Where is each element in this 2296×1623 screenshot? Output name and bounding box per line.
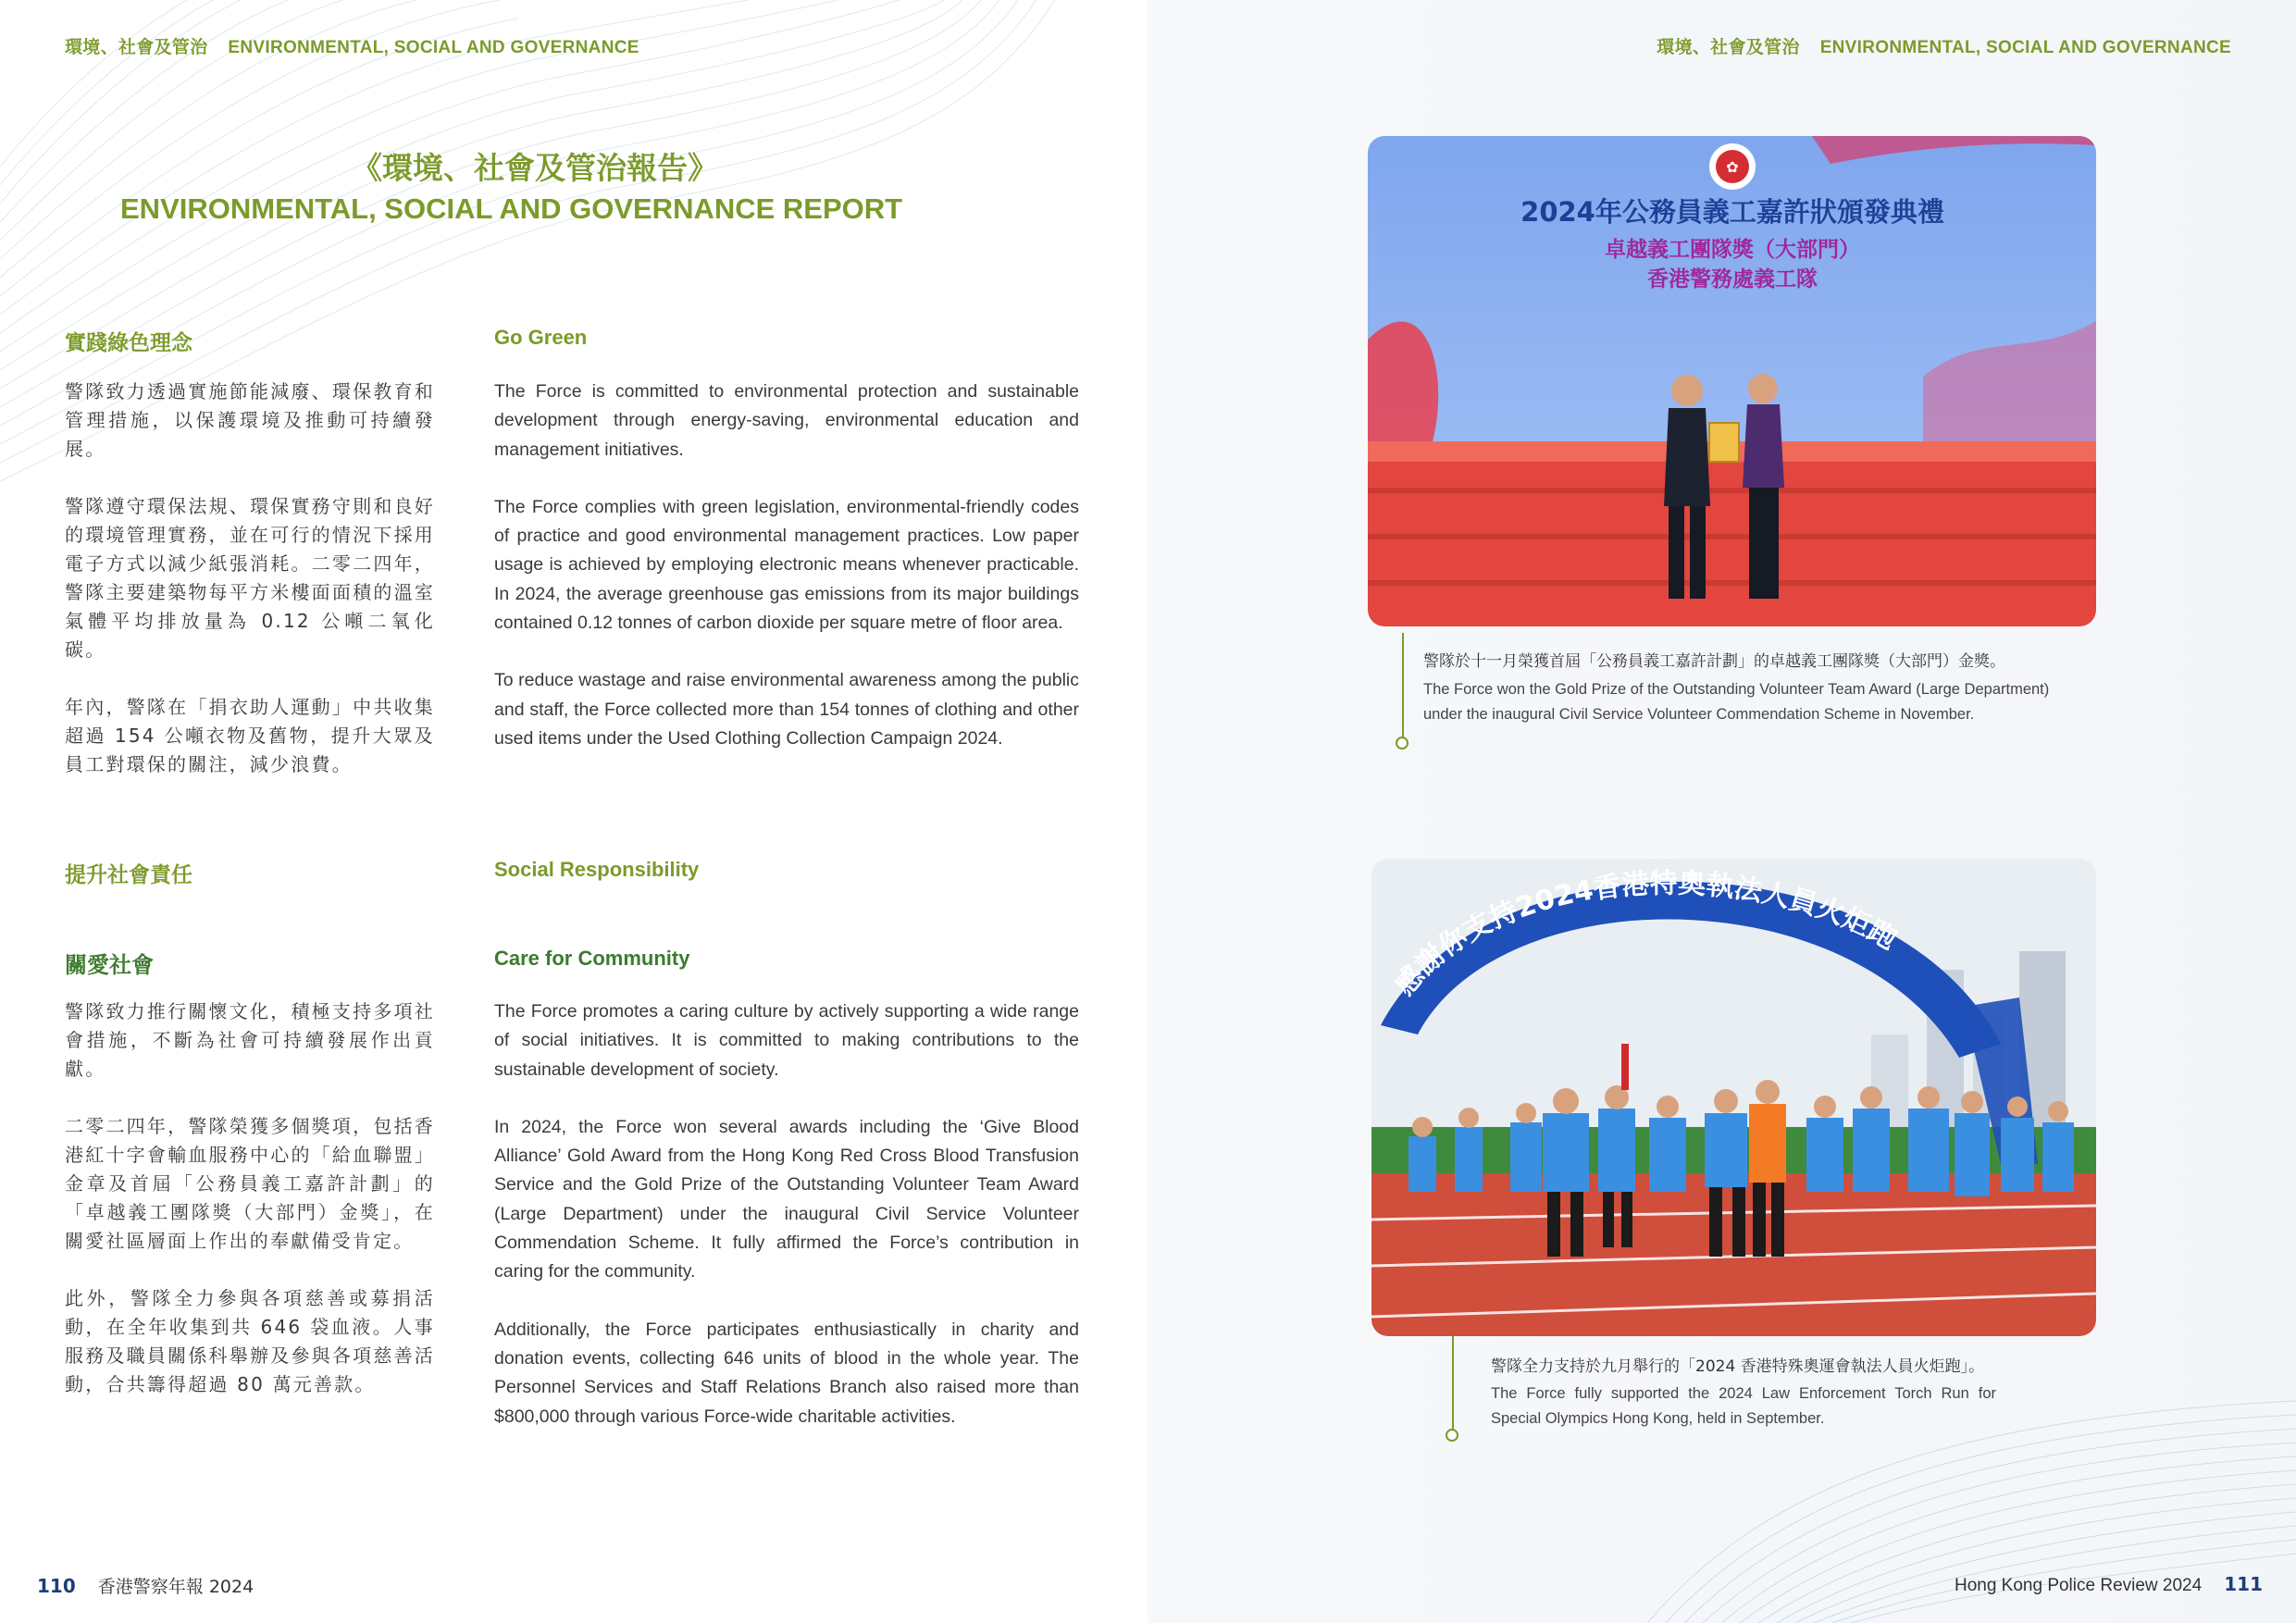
social-body-en <box>494 997 1079 1431</box>
paragraph: 警隊致力推行關懷文化，積極支持多項社會措施，不斷為社會可持續發展作出貢獻。 <box>65 1000 435 1080</box>
paragraph: The Force is committed to environmental protection and sustainable development through energy-saving, environmental education and management initiatives. <box>494 381 1079 460</box>
certificate <box>1709 423 1739 462</box>
care-heading-zh: 關愛社會 <box>65 952 154 978</box>
social-heading-zh: 提升社會責任 <box>65 863 192 887</box>
backdrop-team: 香港警務處義工隊 <box>1647 267 1818 291</box>
person <box>1748 374 1778 403</box>
running-head-left <box>65 33 639 58</box>
backdrop-award: 卓越義工團隊獎（大部門） <box>1605 238 1860 262</box>
backdrop-title: 2024年公務員義工嘉許狀頒發典禮 <box>1520 196 1944 228</box>
social-heading-en: Social Responsibility <box>494 858 700 881</box>
person <box>1671 375 1703 406</box>
page-number: 111 <box>2224 1573 2263 1595</box>
publication-title: 香港警察年報 2024 <box>97 1577 254 1597</box>
social-body-zh <box>65 997 435 1399</box>
paragraph: To reduce wastage and raise environmental awareness among the public and staff, the Force collected more than 154 tonnes of clothing and other used items under the Used Clothing Collection Campaign 2024. <box>494 670 1079 749</box>
report-title-en: ENVIRONMENTAL, SOCIAL AND GOVERNANCE REPORT <box>120 192 903 225</box>
go-green-heading-en: Go Green <box>494 326 588 349</box>
award-ceremony-photo <box>1368 136 2096 626</box>
paragraph: 此外，警隊全力參與各項慈善或募捐活動，在全年收集到共 646 袋血液。人事服務及職員關係科舉辦及參與各項慈善活動，合共籌得超過 80 萬元善款。 <box>65 1287 435 1395</box>
running-head-zh: 環境、社會及管治 <box>65 37 208 57</box>
paragraph: Additionally, the Force participates enthusiastically in charity and donation events, collecting 646 units of blood in the whole year. The Personnel Services and Staff Relations Branch also raised more than $800,000 through various Force-wide charitable activities. <box>494 1319 1079 1427</box>
caption-line <box>1452 1336 1454 1431</box>
paragraph: 警隊遵守環保法規、環保實務守則和良好的環境管理實務，並在可行的情況下採用電子方式以減少紙張消耗。二零二四年，警隊主要建築物每平方米樓面面積的溫室氣體平均排放量為 0.12 公噸二氧化碳。 <box>65 495 435 661</box>
photo2-caption-en: The Force fully supported the 2024 Law Enforcement Torch Run for Special Olympics Hong Kong, held in September. <box>1491 1385 1996 1427</box>
photo1-caption-zh: 警隊於十一月榮獲首屆「公務員義工嘉許計劃」的卓越義工團隊獎（大部門）金獎。 <box>1423 652 2005 671</box>
page-footer-left <box>37 1573 254 1598</box>
caption-dot <box>1446 1429 1458 1442</box>
paragraph: 警隊致力透過實施節能減廢、環保教育和管理措施，以保護環境及推動可持續發展。 <box>65 380 435 460</box>
go-green-body-en <box>494 378 1079 753</box>
go-green-heading-zh: 實踐綠色理念 <box>65 331 192 355</box>
page-number: 110 <box>37 1575 76 1597</box>
running-head-right <box>1657 33 2231 58</box>
paragraph: 二零二四年，警隊榮獲多個獎項，包括香港紅十字會輸血服務中心的「給血聯盟」金章及首屆「公務員義工嘉許計劃」的「卓越義工團隊獎（大部門）金獎」，在關愛社區層面上作出的奉獻備受肯定。 <box>65 1115 435 1252</box>
torch-run-photo <box>1371 859 2096 1336</box>
go-green-body-zh <box>65 378 435 779</box>
publication-title: Hong Kong Police Review 2024 <box>1954 1576 2203 1595</box>
running-head-en: ENVIRONMENTAL, SOCIAL AND GOVERNANCE <box>1819 38 2231 57</box>
paragraph: 年內，警隊在「捐衣助人運動」中共收集超過 154 公噸衣物及舊物，提升大眾及員工對環保的關注，減少浪費。 <box>65 696 435 775</box>
torch <box>1621 1044 1629 1090</box>
paragraph: In 2024, the Force won several awards including the ‘Give Blood Alliance’ Gold Award from the Hong Kong Red Cross Blood Transfusion Service and the Gold Prize of the Outstanding Volunteer Team Award (Large Department) under the inaugural Civil Service Volunteer Commendation Scheme. It fully affirmed the Force’s contribution in caring for the community. <box>494 1116 1079 1282</box>
report-title-zh: 《環境、社會及管治報告》 <box>352 150 718 186</box>
right-page <box>1148 0 2296 1623</box>
running-head-zh: 環境、社會及管治 <box>1657 37 1800 57</box>
photo2-caption-zh: 警隊全力支持於九月舉行的「2024 香港特殊奧運會執法人員火炬跑」。 <box>1491 1357 1985 1376</box>
care-heading-en: Care for Community <box>494 947 690 970</box>
caption-line <box>1402 633 1404 739</box>
svg-text:✿: ✿ <box>1726 158 1739 176</box>
paragraph: The Force promotes a caring culture by actively supporting a wide range of social initiatives. It is committed to making contributions to the sustainable development of society. <box>494 1001 1079 1080</box>
running-head-en: ENVIRONMENTAL, SOCIAL AND GOVERNANCE <box>228 38 639 57</box>
caption-dot <box>1396 737 1409 750</box>
page-footer-right <box>1955 1573 2263 1596</box>
photo1-caption-en: The Force won the Gold Prize of the Outstanding Volunteer Team Award (Large Department) under the inaugural Civil Service Volunteer Commendation Scheme in November. <box>1423 681 2050 723</box>
paragraph: The Force complies with green legislation, environmental-friendly codes of practice and good environmental management practices. Low paper usage is achieved by employing electronic means whenever practicable. In 2024, the average greenhouse gas emissions from its major buildings contained 0.12 tonnes of carbon dioxide per square metre of floor area. <box>494 496 1079 634</box>
award-ceremony-illustration <box>1368 136 2096 626</box>
torch-run-illustration <box>1371 859 2096 1336</box>
arch-text: 感謝你支持2024香港特奧執法人員火炬跑 <box>1388 867 1903 1002</box>
